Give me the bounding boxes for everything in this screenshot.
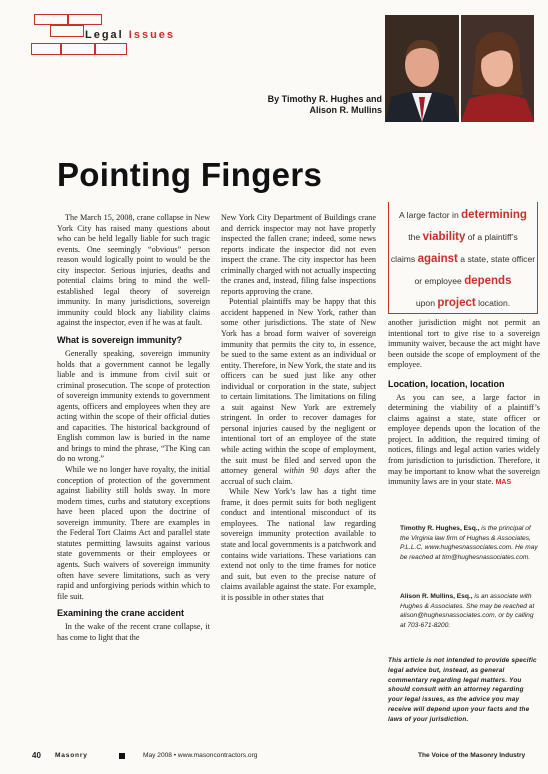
- pull-quote: A large factor in determining the viability of a plaintiff’s claims against a state, state officer or employee depends upon project location.: [388, 202, 538, 314]
- end-mark: MAS: [495, 479, 512, 487]
- bio-hughes: Timothy R. Hughes, Esq., is the principal of the Virginia law firm of Hughes & Associates, P.L.L.C, www.hughesnassociates.com. He may be reached at tim@hughesnassociates.com.: [400, 525, 538, 561]
- article-title: Pointing Fingers: [57, 156, 323, 193]
- heading-location: Location, location, location: [388, 378, 505, 389]
- footer-date-site: May 2008 • www.masoncontractors.org: [143, 752, 258, 759]
- column-2: New York City Department of Buildings crane and derrick inspector may not have properly inspected the fallen crane; indeed, some news reports indicate the inspector did not even inspect the crane. The city inspector has been criminally charged with not actually inspecting the cranes and, instead, filing false inspections reports approving the crane. Potential plaintiffs may be happy that this accident happened in New York, rather than some other jurisdictions. The state of New York has a broad form waiver of sovereign immunity that permits the city to, in essence, be sued to the same extent as an individual or entity. Therefore, in New York, the state and its officers can be sued just like any other individual or corporation in the state, subject to certain limitations. The limitations on filing a suit against New York are extremely stringent. In order to recover damages for personal injuries caused by the negligent or intentional tort of an employee of the state while acting within the scope of employment, the suit must be filed and served upon the attorney general within 90 days after the accrual of such claim. While New York’s law has a tight time frame, it does permit suits for both negligent conduct and intentional misconduct of its employees. The national law regarding sovereign immunity protection available to state and local governments is a patchwork and contains wide variations. These variations can extend not only to the time frames for notice and suit, but even to the precise nature of claims available against the state. For example, it is possible in other states that: [221, 213, 377, 602]
- footer-square-icon: [119, 753, 125, 759]
- column-1: The March 15, 2008, crane collapse in New York City has raised many questions about who can be held legally liable for such tragic events. One seemingly “obvious” person reason would logically point to would be the city inspector. Serious injuries, deaths and potential claims bring to mind the well-established legal theory of sovereign immunity. In many jurisdictions, sovereign immunity could block any liability claims against the inspector, even if he was at fault. What is sovereign immunity? Generally speaking, sovereign immunity holds that a government cannot be legally liable and is immune from civil suit or criminal prosecution. The scope of protection of sovereign immunity extends to government agents, officers and employees when they are acting within the scope of their official duties and capacities. The historical background of English common law is buried in the name and brings to mind the phrase, “The King can do no wrong.” While we no longer have royalty, the initial conception of protection of the government against liability still holds sway. In more modern times, curbs and statutory exceptions have been placed upon the doctrine of sovereign immunity. There are examples in the Federal Tort Claims Act and parallel state statutes permitting lawsuits against various state governments or their employees or agents. Such waivers of sovereign immunity often have severe limitations, such as very rapid and unforgiving periods within which to file suit. Examining the crane accident In the wake of the recent crane collapse, it has come to light that the: [57, 213, 210, 642]
- heading-sovereign-immunity: What is sovereign immunity?: [57, 335, 183, 346]
- heading-crane-accident: Examining the crane accident: [57, 608, 185, 619]
- disclaimer: This article is not intended to provide specific legal advice but, instead, as general commentary regarding legal matters. You should consult with an attorney regarding your legal issues, as the advice you may receive will depend upon your facts and the laws of your jurisdiction.: [388, 657, 537, 723]
- byline: By Timothy R. Hughes and Alison R. Mullins: [267, 94, 382, 115]
- author-photo-hughes: [385, 15, 459, 122]
- column-3: another jurisdiction might not permit an intentional tort to give rise to a sovereign immunity waiver, because the act might have been outside the scope of employment of the employee. Location, location, location As you can see, a large factor in determining the viability of a plaintiff’s claims against a state, state officer or employee depends upon the location of the project. In addition, the required timing of notices, filings and legal action varies widely from jurisdiction to jurisdiction. Therefore, it may be important to know what the sovereign immunity laws are in your state. MAS: [388, 318, 540, 487]
- page-number: 40: [32, 751, 41, 760]
- section-label: Legal Issues: [85, 29, 176, 41]
- author-photo-mullins: [461, 15, 534, 122]
- footer-magazine: Masonry: [55, 752, 88, 759]
- footer-tagline: The Voice of the Masonry Industry: [418, 752, 526, 759]
- bio-mullins: Alison R. Mullins, Esq., is an associate with Hughes & Associates. She may be reached at alison@hughesnassociates.com, or by calling at 703-671-8200.: [400, 593, 535, 629]
